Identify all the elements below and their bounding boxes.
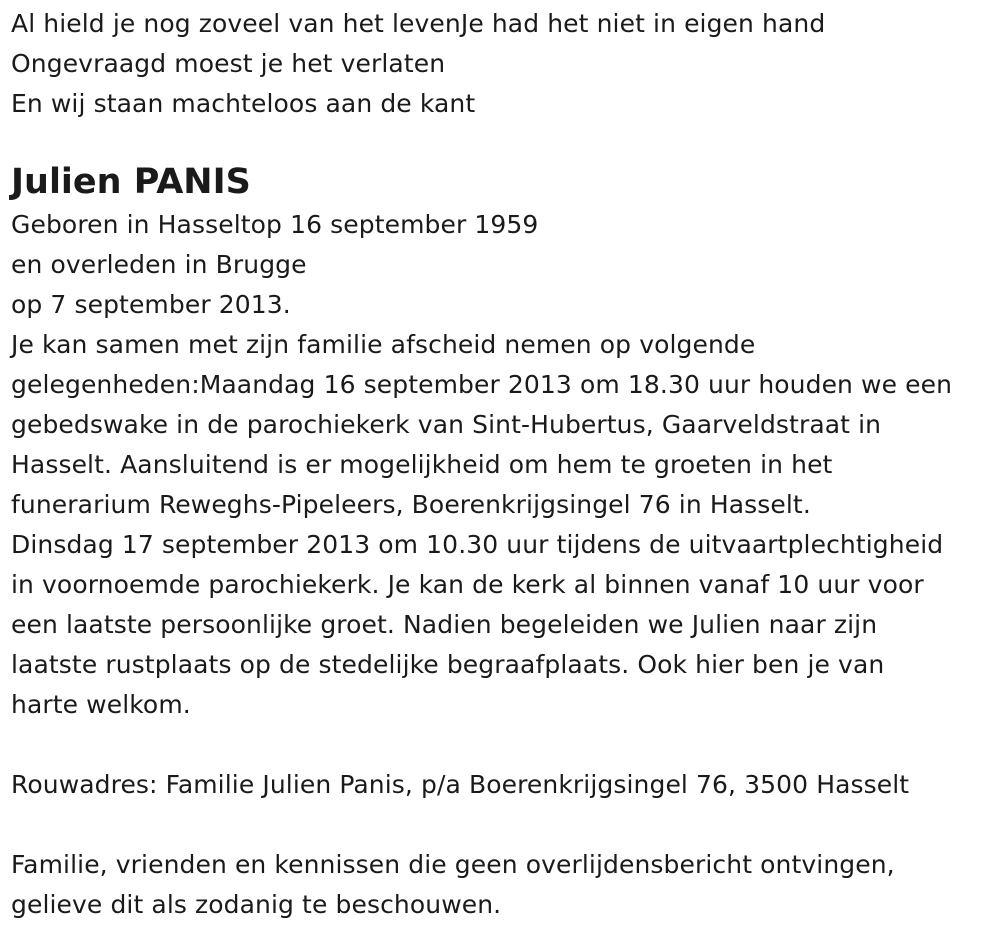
details-line: funerarium Reweghs-Pipeleers, Boerenkrijgsingel 76 in Hasselt.	[11, 490, 811, 519]
mourning-address: Rouwadres: Familie Julien Panis, p/a Boerenkrijgsingel 76, 3500 Hasselt	[11, 770, 910, 799]
life-dates	[11, 205, 1000, 325]
details-line: Hasselt. Aansluitend is er mogelijkheid om hem te groeten in het	[11, 450, 833, 479]
ceremony-details	[11, 325, 1000, 725]
details-line: in voornoemde parochiekerk. Je kan de kerk al binnen vanaf 10 uur voor	[11, 570, 924, 599]
details-line: gebedswake in de parochiekerk van Sint-Hubertus, Gaarveldstraat in	[11, 410, 882, 439]
death-date-line: op 7 september 2013.	[11, 290, 291, 319]
spacer	[11, 725, 1000, 765]
poem	[11, 4, 1000, 124]
poem-line-2: Ongevraagd moest je het verlaten	[11, 49, 446, 78]
details-line: Dinsdag 17 september 2013 om 10.30 uur tijdens de uitvaartplechtigheid	[11, 530, 944, 559]
poem-line-1: Al hield je nog zoveel van het levenJe had het niet in eigen hand	[11, 9, 826, 38]
deceased-name: Julien PANIS	[11, 162, 251, 202]
poem-line-3: En wij staan machteloos aan de kant	[11, 89, 476, 118]
notice	[11, 845, 1000, 925]
birth-line: Geboren in Hasseltop 16 september 1959	[11, 210, 539, 239]
details-line: Je kan samen met zijn familie afscheid nemen op volgende	[11, 330, 756, 359]
notice-line-1: Familie, vrienden en kennissen die geen overlijdensbericht ontvingen,	[11, 850, 895, 879]
spacer	[11, 148, 1000, 160]
spacer	[11, 805, 1000, 845]
death-place-line: en overleden in Brugge	[11, 250, 307, 279]
spacer	[11, 124, 1000, 136]
details-line: laatste rustplaats op de stedelijke begraafplaats. Ook hier ben je van	[11, 650, 885, 679]
details-line: een laatste persoonlijke groet. Nadien begeleiden we Julien naar zijn	[11, 610, 878, 639]
details-line: gelegenheden:Maandag 16 september 2013 om 18.30 uur houden we een	[11, 370, 953, 399]
notice-line-2: gelieve dit als zodanig te beschouwen.	[11, 890, 502, 919]
details-line: harte welkom.	[11, 690, 191, 719]
spacer	[11, 136, 1000, 148]
